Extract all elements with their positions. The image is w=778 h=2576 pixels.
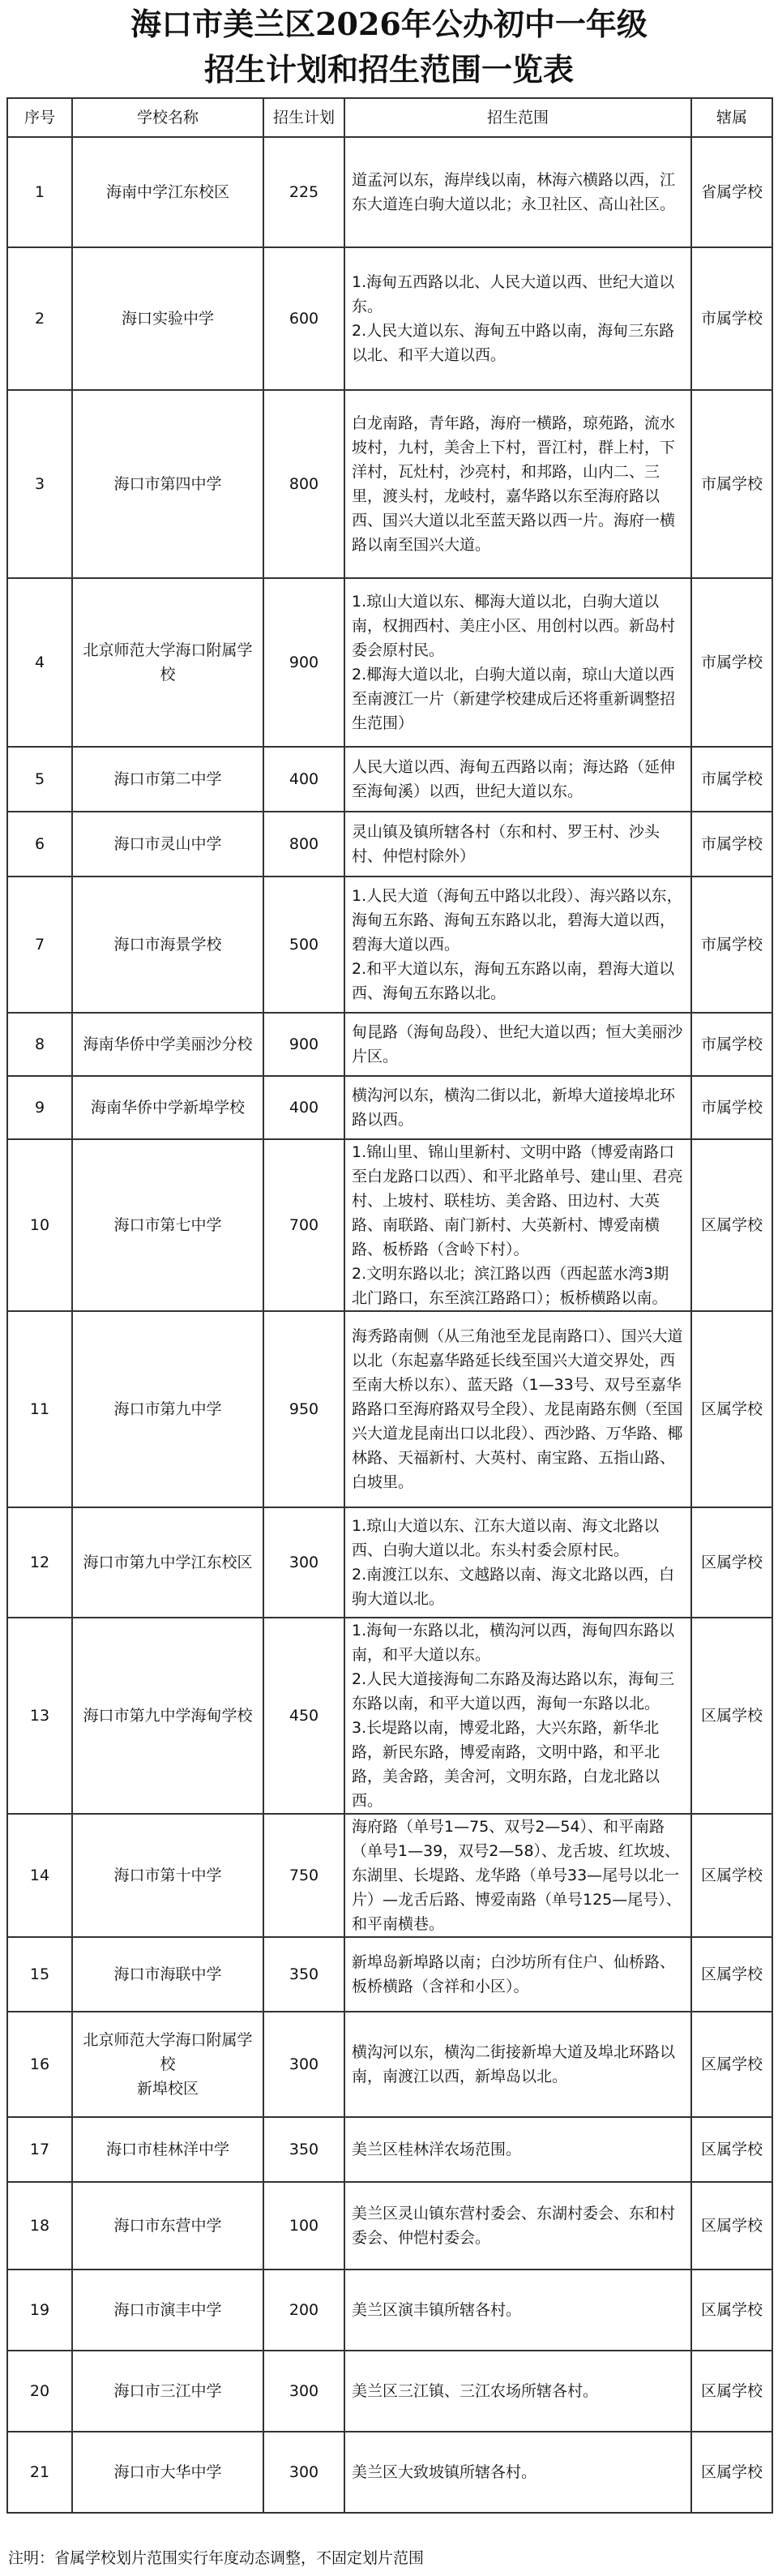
cell-plan: 300 [263, 2432, 344, 2513]
cell-range: 1.琼山大道以东、江东大道以南、海文北路以西、白驹大道以北。东头村委会原村民。 2.南渡江以东、文越路以南、海文北路以西，白驹大道以北。 [344, 1507, 691, 1618]
cell-no: 21 [7, 2432, 72, 2513]
table-row [7, 2351, 772, 2432]
cell-no: 9 [7, 1076, 72, 1139]
cell-plan: 700 [263, 1139, 344, 1311]
cell-plan: 350 [263, 2117, 344, 2182]
cell-plan: 950 [263, 1311, 344, 1507]
cell-range: 1.海甸一东路以北，横沟河以西，海甸四东路以南，和平大道以东。 2.人民大道接海甸二东路及海达路以东，海甸三东路以南，和平大道以西，海甸一东路以北。 3.长堤路以南，博爱北路，大兴东路，新华北路，新民东路，博爱南路，文明中路，和平北路，美舍路，美舍河，文明东路，白龙北路以西。 [344, 1618, 691, 1814]
page-title: 海口市美兰区2026年公办初中一年级 [130, 6, 648, 42]
table-row [7, 247, 772, 390]
cell-plan: 800 [263, 390, 344, 578]
cell-type: 区属学校 [691, 2432, 772, 2513]
cell-no: 12 [7, 1507, 72, 1618]
table-row [7, 1076, 772, 1139]
cell-range: 美兰区桂林洋农场范围。 [344, 2117, 691, 2182]
table-row [7, 1507, 772, 1618]
cell-type: 区属学校 [691, 2270, 772, 2351]
cell-no: 1 [7, 137, 72, 247]
cell-plan: 300 [263, 1507, 344, 1618]
cell-range: 1.海甸五西路以北、人民大道以西、世纪大道以东。 2.人民大道以东、海甸五中路以南，海甸三东路以北、和平大道以西。 [344, 247, 691, 390]
cell-school: 海南华侨中学美丽沙分校 [72, 1013, 263, 1076]
cell-type: 区属学校 [691, 1618, 772, 1814]
header-school: 学校名称 [72, 98, 263, 137]
cell-type: 市属学校 [691, 877, 772, 1013]
cell-type: 区属学校 [691, 1814, 772, 1937]
cell-school: 海口市第七中学 [72, 1139, 263, 1311]
header-plan: 招生计划 [263, 98, 344, 137]
cell-school: 海口市演丰中学 [72, 2270, 263, 2351]
cell-type: 市属学校 [691, 390, 772, 578]
cell-type: 区属学校 [691, 1311, 772, 1507]
cell-type: 市属学校 [691, 578, 772, 747]
cell-range: 新埠岛新埠路以南；白沙坊所有住户、仙桥路、板桥横路（含祥和小区）。 [344, 1937, 691, 2012]
cell-no: 7 [7, 877, 72, 1013]
cell-school: 海口市东营中学 [72, 2182, 263, 2270]
table-row [7, 2182, 772, 2270]
table-row [7, 2117, 772, 2182]
enrollment-table [6, 97, 773, 2514]
cell-school: 海口市桂林洋中学 [72, 2117, 263, 2182]
cell-school: 海口市第九中学江东校区 [72, 1507, 263, 1618]
table-row [7, 2432, 772, 2513]
cell-range: 甸昆路（海甸岛段）、世纪大道以西；恒大美丽沙片区。 [344, 1013, 691, 1076]
cell-no: 6 [7, 812, 72, 877]
table-row [7, 390, 772, 578]
cell-plan: 400 [263, 1076, 344, 1139]
cell-school: 海南华侨中学新埠学校 [72, 1076, 263, 1139]
header-range: 招生范围 [344, 98, 691, 137]
cell-range: 美兰区三江镇、三江农场所辖各村。 [344, 2351, 691, 2432]
table-row [7, 578, 772, 747]
cell-plan: 300 [263, 2012, 344, 2117]
cell-plan: 900 [263, 578, 344, 747]
cell-no: 18 [7, 2182, 72, 2270]
cell-no: 11 [7, 1311, 72, 1507]
cell-no: 3 [7, 390, 72, 578]
cell-type: 市属学校 [691, 747, 772, 812]
cell-type: 市属学校 [691, 247, 772, 390]
cell-no: 17 [7, 2117, 72, 2182]
cell-plan: 225 [263, 137, 344, 247]
cell-range: 美兰区演丰镇所辖各村。 [344, 2270, 691, 2351]
cell-range: 白龙南路，青年路，海府一横路，琼苑路，流水坡村，九村，美舍上下村，晋江村，群上村，下洋村，瓦灶村，沙亮村，和邦路，山内二、三里，渡头村，龙岐村，嘉华路以东至海府路以西、国兴大道以北至蓝天路以西一片。海府一横路以南至国兴大道。 [344, 390, 691, 578]
cell-no: 19 [7, 2270, 72, 2351]
cell-school: 海口市海联中学 [72, 1937, 263, 2012]
cell-plan: 800 [263, 812, 344, 877]
table-row [7, 1311, 772, 1507]
cell-plan: 600 [263, 247, 344, 390]
cell-type: 市属学校 [691, 812, 772, 877]
cell-range: 灵山镇及镇所辖各村（东和村、罗王村、沙头村、仲恺村除外） [344, 812, 691, 877]
cell-plan: 300 [263, 2351, 344, 2432]
cell-type: 区属学校 [691, 2117, 772, 2182]
cell-school: 海口市第十中学 [72, 1814, 263, 1937]
cell-range: 海府路（单号1—75、双号2—54）、和平南路（单号1—39，双号2—58）、龙舌坡、红坎坡、东湖里、长堤路、龙华路（单号33—尾号以北一片）—龙舌后路、博爱南路（单号125—尾号）、和平南横巷。 [344, 1814, 691, 1937]
cell-type: 区属学校 [691, 2012, 772, 2117]
cell-plan: 400 [263, 747, 344, 812]
cell-no: 5 [7, 747, 72, 812]
cell-no: 8 [7, 1013, 72, 1076]
header-no: 序号 [7, 98, 72, 137]
cell-range: 美兰区大致坡镇所辖各村。 [344, 2432, 691, 2513]
table-row [7, 877, 772, 1013]
table-row [7, 137, 772, 247]
cell-school: 海口实验中学 [72, 247, 263, 390]
cell-range: 人民大道以西、海甸五西路以南；海达路（延伸至海甸溪）以西，世纪大道以东。 [344, 747, 691, 812]
cell-type: 省属学校 [691, 137, 772, 247]
cell-range: 海秀路南侧（从三角池至龙昆南路口）、国兴大道以北（东起嘉华路延长线至国兴大道交界处，西至南大桥以东）、蓝天路（1—33号、双号至嘉华路路口至海府路双号全段）、龙昆南路东侧（至国兴大道龙昆南出口以北段）、西沙路、万华路、椰林路、天福新村、大英村、南宝路、五指山路、白坡里。 [344, 1311, 691, 1507]
cell-type: 区属学校 [691, 2182, 772, 2270]
table-row [7, 2012, 772, 2117]
header-type: 辖属 [691, 98, 772, 137]
cell-range: 1.锦山里、锦山里新村、文明中路（博爱南路口至白龙路口以西）、和平北路单号、建山里、君亮村、上坡村、联桂坊、美舍路、田边村、大英路、南联路、南门新村、大英新村、博爱南横路、板桥路（含岭下村）。 2.文明东路以北；滨江路以西（西起蓝水湾3期北门路口，东至滨江路路口）；板桥横路以南。 [344, 1139, 691, 1311]
cell-plan: 500 [263, 877, 344, 1013]
table-row [7, 1814, 772, 1937]
cell-no: 10 [7, 1139, 72, 1311]
cell-range: 道孟河以东，海岸线以南，林海六横路以西，江东大道连白驹大道以北；永卫社区、高山社区。 [344, 137, 691, 247]
table-row [7, 1937, 772, 2012]
cell-range: 美兰区灵山镇东营村委会、东湖村委会、东和村委会、仲恺村委会。 [344, 2182, 691, 2270]
cell-type: 市属学校 [691, 1013, 772, 1076]
cell-type: 区属学校 [691, 1507, 772, 1618]
cell-school: 海口市海景学校 [72, 877, 263, 1013]
cell-no: 13 [7, 1618, 72, 1814]
table-row [7, 747, 772, 812]
cell-school: 海口市第九中学海甸学校 [72, 1618, 263, 1814]
cell-no: 2 [7, 247, 72, 390]
table-row [7, 2270, 772, 2351]
cell-school: 海南中学江东校区 [72, 137, 263, 247]
cell-range: 1.琼山大道以东、椰海大道以北，白驹大道以南，权拥西村、美庄小区、用创村以西。新岛村委会原村民。 2.椰海大道以北，白驹大道以南，琼山大道以西至南渡江一片（新建学校建成后还将重新调整招生范围） [344, 578, 691, 747]
cell-school: 北京师范大学海口附属学校 新埠校区 [72, 2012, 263, 2117]
cell-school: 海口市灵山中学 [72, 812, 263, 877]
cell-plan: 100 [263, 2182, 344, 2270]
cell-type: 市属学校 [691, 1076, 772, 1139]
cell-plan: 900 [263, 1013, 344, 1076]
cell-type: 区属学校 [691, 1937, 772, 2012]
cell-plan: 200 [263, 2270, 344, 2351]
cell-no: 16 [7, 2012, 72, 2117]
cell-range: 1.人民大道（海甸五中路以北段）、海兴路以东，海甸五东路、海甸五东路以北，碧海大道以西，碧海大道以西。 2.和平大道以东，海甸五东路以南，碧海大道以西、海甸五东路以北。 [344, 877, 691, 1013]
cell-no: 14 [7, 1814, 72, 1937]
cell-school: 北京师范大学海口附属学校 [72, 578, 263, 747]
cell-no: 4 [7, 578, 72, 747]
cell-school: 海口市大华中学 [72, 2432, 263, 2513]
table-row [7, 1618, 772, 1814]
cell-school: 海口市第二中学 [72, 747, 263, 812]
table-header-row [7, 98, 772, 137]
table-row [7, 1013, 772, 1076]
cell-plan: 450 [263, 1618, 344, 1814]
cell-plan: 350 [263, 1937, 344, 2012]
cell-no: 20 [7, 2351, 72, 2432]
table-row [7, 812, 772, 877]
cell-school: 海口市三江中学 [72, 2351, 263, 2432]
cell-type: 区属学校 [691, 2351, 772, 2432]
cell-school: 海口市第四中学 [72, 390, 263, 578]
table-row [7, 1139, 772, 1311]
cell-range: 横沟河以东，横沟二街接新埠大道及埠北环路以南，南渡江以西，新埠岛以北。 [344, 2012, 691, 2117]
cell-school: 海口市第九中学 [72, 1311, 263, 1507]
page-subtitle: 招生计划和招生范围一览表 [203, 51, 574, 88]
footnote: 注明：省属学校划片范围实行年度动态调整，不固定划片范围 [8, 2549, 425, 2567]
cell-range: 横沟河以东，横沟二街以北，新埠大道接埠北环路以西。 [344, 1076, 691, 1139]
cell-no: 15 [7, 1937, 72, 2012]
cell-plan: 750 [263, 1814, 344, 1937]
cell-type: 区属学校 [691, 1139, 772, 1311]
